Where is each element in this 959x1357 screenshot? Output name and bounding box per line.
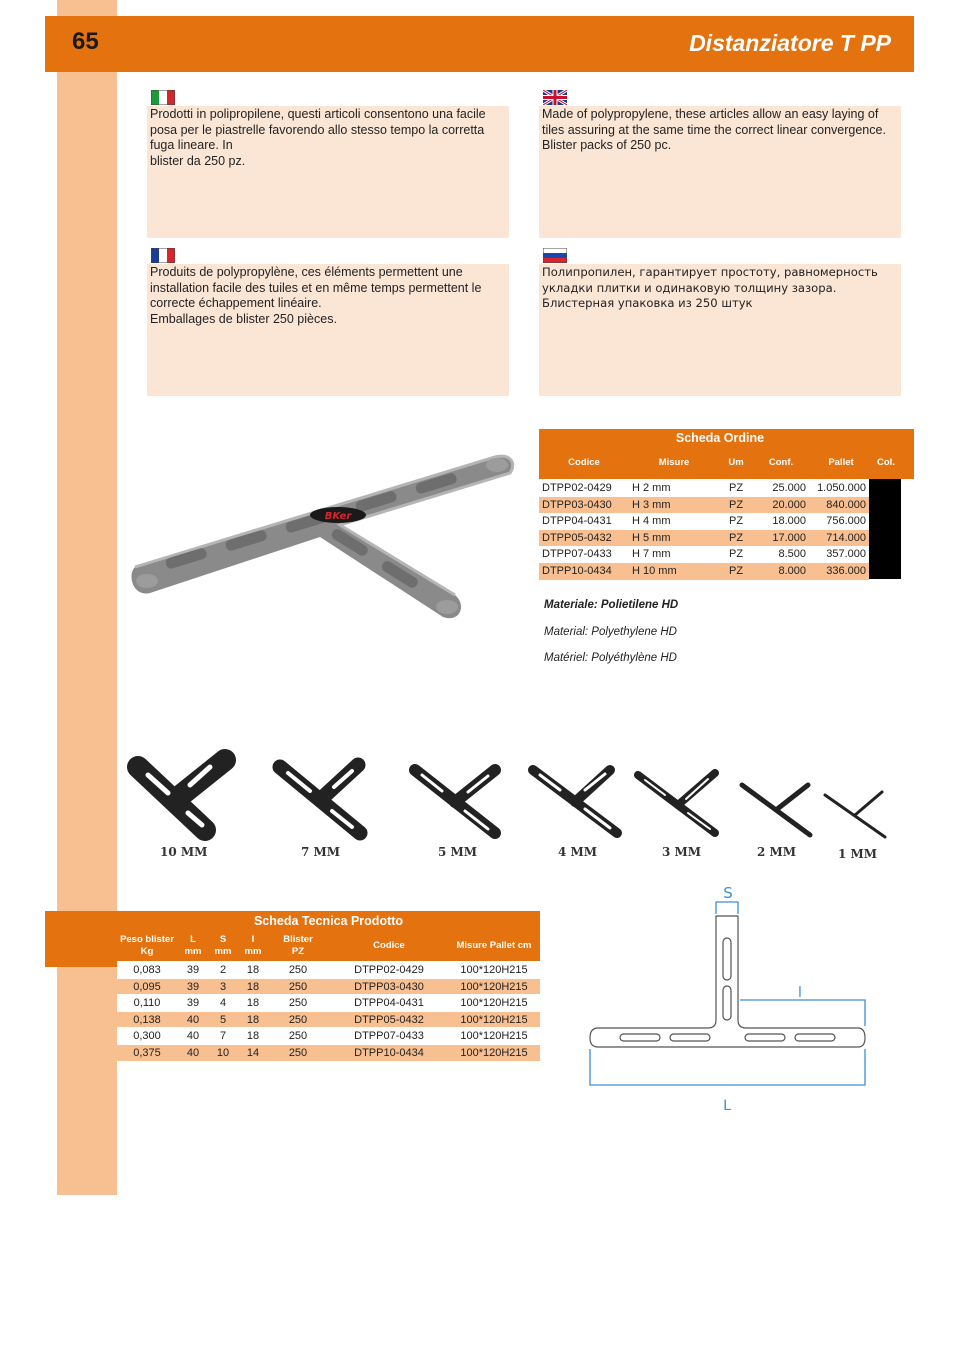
order-table-header	[539, 429, 914, 479]
tech-cell-l: 40	[186, 1013, 200, 1026]
table-row	[539, 480, 869, 497]
order-cell-size: H 5 mm	[632, 531, 671, 544]
tech-cell-s: 10	[216, 1047, 230, 1059]
size-label-4mm: 4 MM	[558, 845, 598, 859]
description-russian	[539, 264, 901, 396]
tech-col-codice-label: Codice	[373, 940, 405, 951]
material-french: Matériel: Polyéthylène HD	[544, 652, 677, 664]
order-cell-um: PZ	[729, 565, 744, 577]
table-row	[117, 962, 540, 979]
russian-flag-icon	[543, 248, 567, 263]
t-spacer-illustration	[131, 456, 512, 618]
tech-col-s	[209, 934, 237, 958]
order-col-conf: Conf.	[768, 457, 794, 468]
tech-col-l	[179, 934, 207, 958]
order-cell-pallet: 714.000	[826, 531, 866, 544]
tech-cell-i: 18	[246, 980, 260, 993]
tech-col-blister	[273, 934, 323, 958]
order-cell-conf: 18.000	[772, 515, 806, 528]
tech-cell-i: 18	[246, 997, 260, 1010]
size-variants-illustration	[120, 745, 900, 850]
table-row	[539, 497, 869, 514]
description-russian-text: Полипропилен, гарантирует простоту, равномерность укладки плитки и одинаковую толщину зазора. Блистерная упаковка из 250 штук	[542, 265, 878, 310]
description-french-text: Produits de polypropylène, ces éléments permettent une installation facile des tuiles et en même temps permettent le correcte échappement linéaire. Emballages de blister 250 pièces.	[150, 265, 482, 326]
tech-cell-peso: 0,300	[133, 1030, 161, 1043]
tech-cell-s: 2	[219, 964, 227, 976]
tech-cell-code: DTPP05-0432	[354, 1013, 424, 1026]
tech-cell-pallet: 100*120H215	[460, 997, 528, 1010]
tech-cell-i: 18	[246, 1030, 260, 1043]
size-label-7mm: 7 MM	[301, 845, 341, 859]
description-french	[147, 264, 509, 396]
tech-cell-pallet: 100*120H215	[460, 1013, 528, 1026]
order-col-pallet: Pallet	[828, 457, 854, 468]
order-cell-um: PZ	[729, 515, 744, 528]
tech-table-header	[117, 911, 540, 961]
order-cell-size: H 10 mm	[632, 565, 677, 577]
order-cell-um: PZ	[729, 498, 744, 511]
dimension-diagram	[580, 880, 880, 1120]
french-flag-icon	[151, 248, 175, 263]
tech-cell-pallet: 100*120H215	[460, 964, 528, 976]
tech-cell-pallet: 100*120H215	[460, 1030, 528, 1043]
description-english-text: Made of polypropylene, these articles allow an easy laying of tiles assuring at the same time the correct linear convergence. Blister packs of 250 pc.	[542, 107, 886, 152]
tech-table-title: Scheda Tecnica Prodotto	[253, 914, 404, 928]
tech-cell-code: DTPP04-0431	[354, 997, 424, 1010]
order-cell-size: H 4 mm	[632, 515, 671, 528]
order-cell-size: H 7 mm	[632, 548, 671, 561]
size-label-5mm: 5 MM	[438, 845, 478, 859]
order-cell-um: PZ	[729, 548, 744, 561]
tech-cell-peso: 0,083	[133, 964, 161, 976]
spacer-4mm	[533, 770, 617, 833]
tech-cell-l: 39	[186, 980, 200, 993]
tech-cell-code: DTPP10-0434	[354, 1047, 424, 1059]
tech-col-codice	[349, 940, 429, 952]
t-spacer-outline	[590, 916, 865, 1047]
order-col-misure: Misure	[658, 457, 690, 468]
brand-logo-text: BKer	[324, 511, 352, 522]
description-italian	[147, 106, 509, 238]
table-row	[539, 546, 869, 563]
table-row	[117, 979, 540, 996]
tech-col-i-label: I	[251, 934, 255, 945]
dimension-label-l-big: L	[723, 1098, 731, 1114]
order-cell-pallet: 756.000	[826, 515, 866, 528]
tech-cell-blister: 250	[288, 1047, 308, 1059]
order-cell-conf: 8.000	[778, 565, 806, 577]
tech-cell-peso: 0,110	[133, 997, 161, 1010]
tech-cell-l: 40	[186, 1047, 200, 1059]
left-sidebar	[57, 0, 117, 1195]
tech-col-s-unit: mm	[214, 946, 232, 957]
tech-col-peso-unit: Kg	[140, 946, 154, 957]
tech-col-i	[239, 934, 267, 958]
tech-cell-blister: 250	[288, 980, 308, 993]
order-cell-code: DTPP02-0429	[542, 482, 612, 494]
tech-cell-pallet: 100*120H215	[460, 980, 528, 993]
table-row	[117, 1045, 540, 1062]
tech-cell-code: DTPP03-0430	[354, 980, 424, 993]
tech-col-l-label: L	[190, 934, 196, 945]
tech-cell-i: 14	[246, 1047, 260, 1059]
product-image	[125, 445, 520, 630]
order-cell-code: DTPP04-0431	[542, 515, 612, 528]
uk-flag-icon	[543, 90, 567, 105]
table-row	[539, 513, 869, 530]
tech-col-l-unit: mm	[184, 946, 202, 957]
tech-col-peso-label: Peso blister	[120, 934, 174, 945]
tech-cell-s: 7	[219, 1030, 227, 1043]
spacer-7mm	[280, 765, 360, 833]
tech-cell-code: DTPP07-0433	[354, 1030, 424, 1043]
dimension-label-s: S	[723, 884, 733, 902]
tech-col-peso	[117, 934, 177, 958]
tech-col-i-unit: mm	[244, 946, 262, 957]
order-color-column	[869, 479, 901, 579]
table-row	[539, 530, 869, 547]
order-cell-conf: 20.000	[772, 498, 806, 511]
spacer-2mm	[742, 785, 810, 835]
tech-cell-blister: 250	[288, 1030, 308, 1043]
tech-cell-blister: 250	[288, 997, 308, 1010]
tech-cell-blister: 250	[288, 1013, 308, 1026]
material-italian: Materiale: Polietilene HD	[544, 599, 679, 611]
order-cell-code: DTPP03-0430	[542, 498, 612, 511]
dimension-lines	[590, 902, 865, 1085]
order-cell-conf: 17.000	[772, 531, 806, 544]
tech-cell-i: 18	[246, 964, 260, 976]
tech-cell-blister: 250	[288, 964, 308, 976]
table-row	[539, 563, 869, 580]
tech-cell-s: 4	[219, 997, 227, 1010]
order-cell-code: DTPP10-0434	[542, 565, 612, 577]
tech-cell-l: 40	[186, 1030, 200, 1043]
order-table-title: Scheda Ordine	[675, 431, 765, 445]
page-title: Distanziatore T PP	[689, 30, 891, 56]
tech-cell-l: 39	[186, 997, 200, 1010]
tech-col-blister-label: Blister	[283, 934, 313, 945]
order-cell-pallet: 1.050.000	[817, 482, 866, 494]
spacer-5mm	[415, 770, 495, 833]
spacer-10mm	[138, 760, 225, 830]
order-cell-conf: 25.000	[772, 482, 806, 494]
tech-col-pallet	[449, 940, 539, 952]
tech-col-s-label: S	[219, 934, 227, 945]
italian-flag-icon	[151, 90, 175, 105]
tech-col-pallet-label: Misure Pallet cm	[456, 940, 532, 951]
size-label-3mm: 3 MM	[662, 845, 702, 859]
order-cell-pallet: 840.000	[826, 498, 866, 511]
order-table	[539, 429, 914, 479]
description-english	[539, 106, 901, 238]
tech-col-blister-unit: PZ	[291, 946, 305, 957]
table-row	[117, 1012, 540, 1029]
material-english: Material: Polyethylene HD	[544, 626, 677, 638]
order-cell-code: DTPP07-0433	[542, 548, 612, 561]
order-cell-um: PZ	[729, 482, 744, 494]
tech-cell-peso: 0,375	[133, 1047, 161, 1059]
size-label-2mm: 2 MM	[757, 845, 797, 859]
tech-cell-code: DTPP02-0429	[354, 964, 424, 976]
order-cell-conf: 8.500	[778, 548, 806, 561]
size-label-10mm: 10 MM	[160, 845, 208, 859]
spacer-3mm	[638, 773, 715, 833]
tech-cell-i: 18	[246, 1013, 260, 1026]
tech-cell-peso: 0,095	[133, 980, 161, 993]
tech-cell-s: 3	[219, 980, 227, 993]
order-cell-size: H 2 mm	[632, 482, 671, 494]
size-label-1mm: 1 MM	[838, 847, 878, 861]
order-cell-pallet: 336.000	[826, 565, 866, 577]
table-row	[117, 995, 540, 1012]
spacer-1mm	[825, 792, 885, 837]
brand-logo	[310, 507, 366, 523]
order-col-um: Um	[728, 457, 744, 468]
order-cell-code: DTPP05-0432	[542, 531, 612, 544]
description-italian-text: Prodotti in polipropilene, questi articoli consentono una facile posa per le piastrelle favorendo allo stesso tempo la corretta fuga lineare. In blister da 250 pz.	[150, 107, 486, 168]
table-row	[117, 1028, 540, 1045]
order-cell-um: PZ	[729, 531, 744, 544]
tech-table-side-bar	[45, 911, 117, 967]
tech-cell-peso: 0,138	[133, 1013, 161, 1026]
tech-cell-l: 39	[186, 964, 200, 976]
tech-cell-s: 5	[219, 1013, 227, 1026]
dimension-label-l-small: l	[798, 985, 802, 1001]
order-cell-size: H 3 mm	[632, 498, 671, 511]
page-number: 65	[72, 28, 99, 55]
order-col-col: Col.	[877, 457, 895, 468]
order-cell-pallet: 357.000	[826, 548, 866, 561]
tech-cell-pallet: 100*120H215	[460, 1047, 528, 1059]
order-col-codice: Codice	[568, 457, 600, 468]
